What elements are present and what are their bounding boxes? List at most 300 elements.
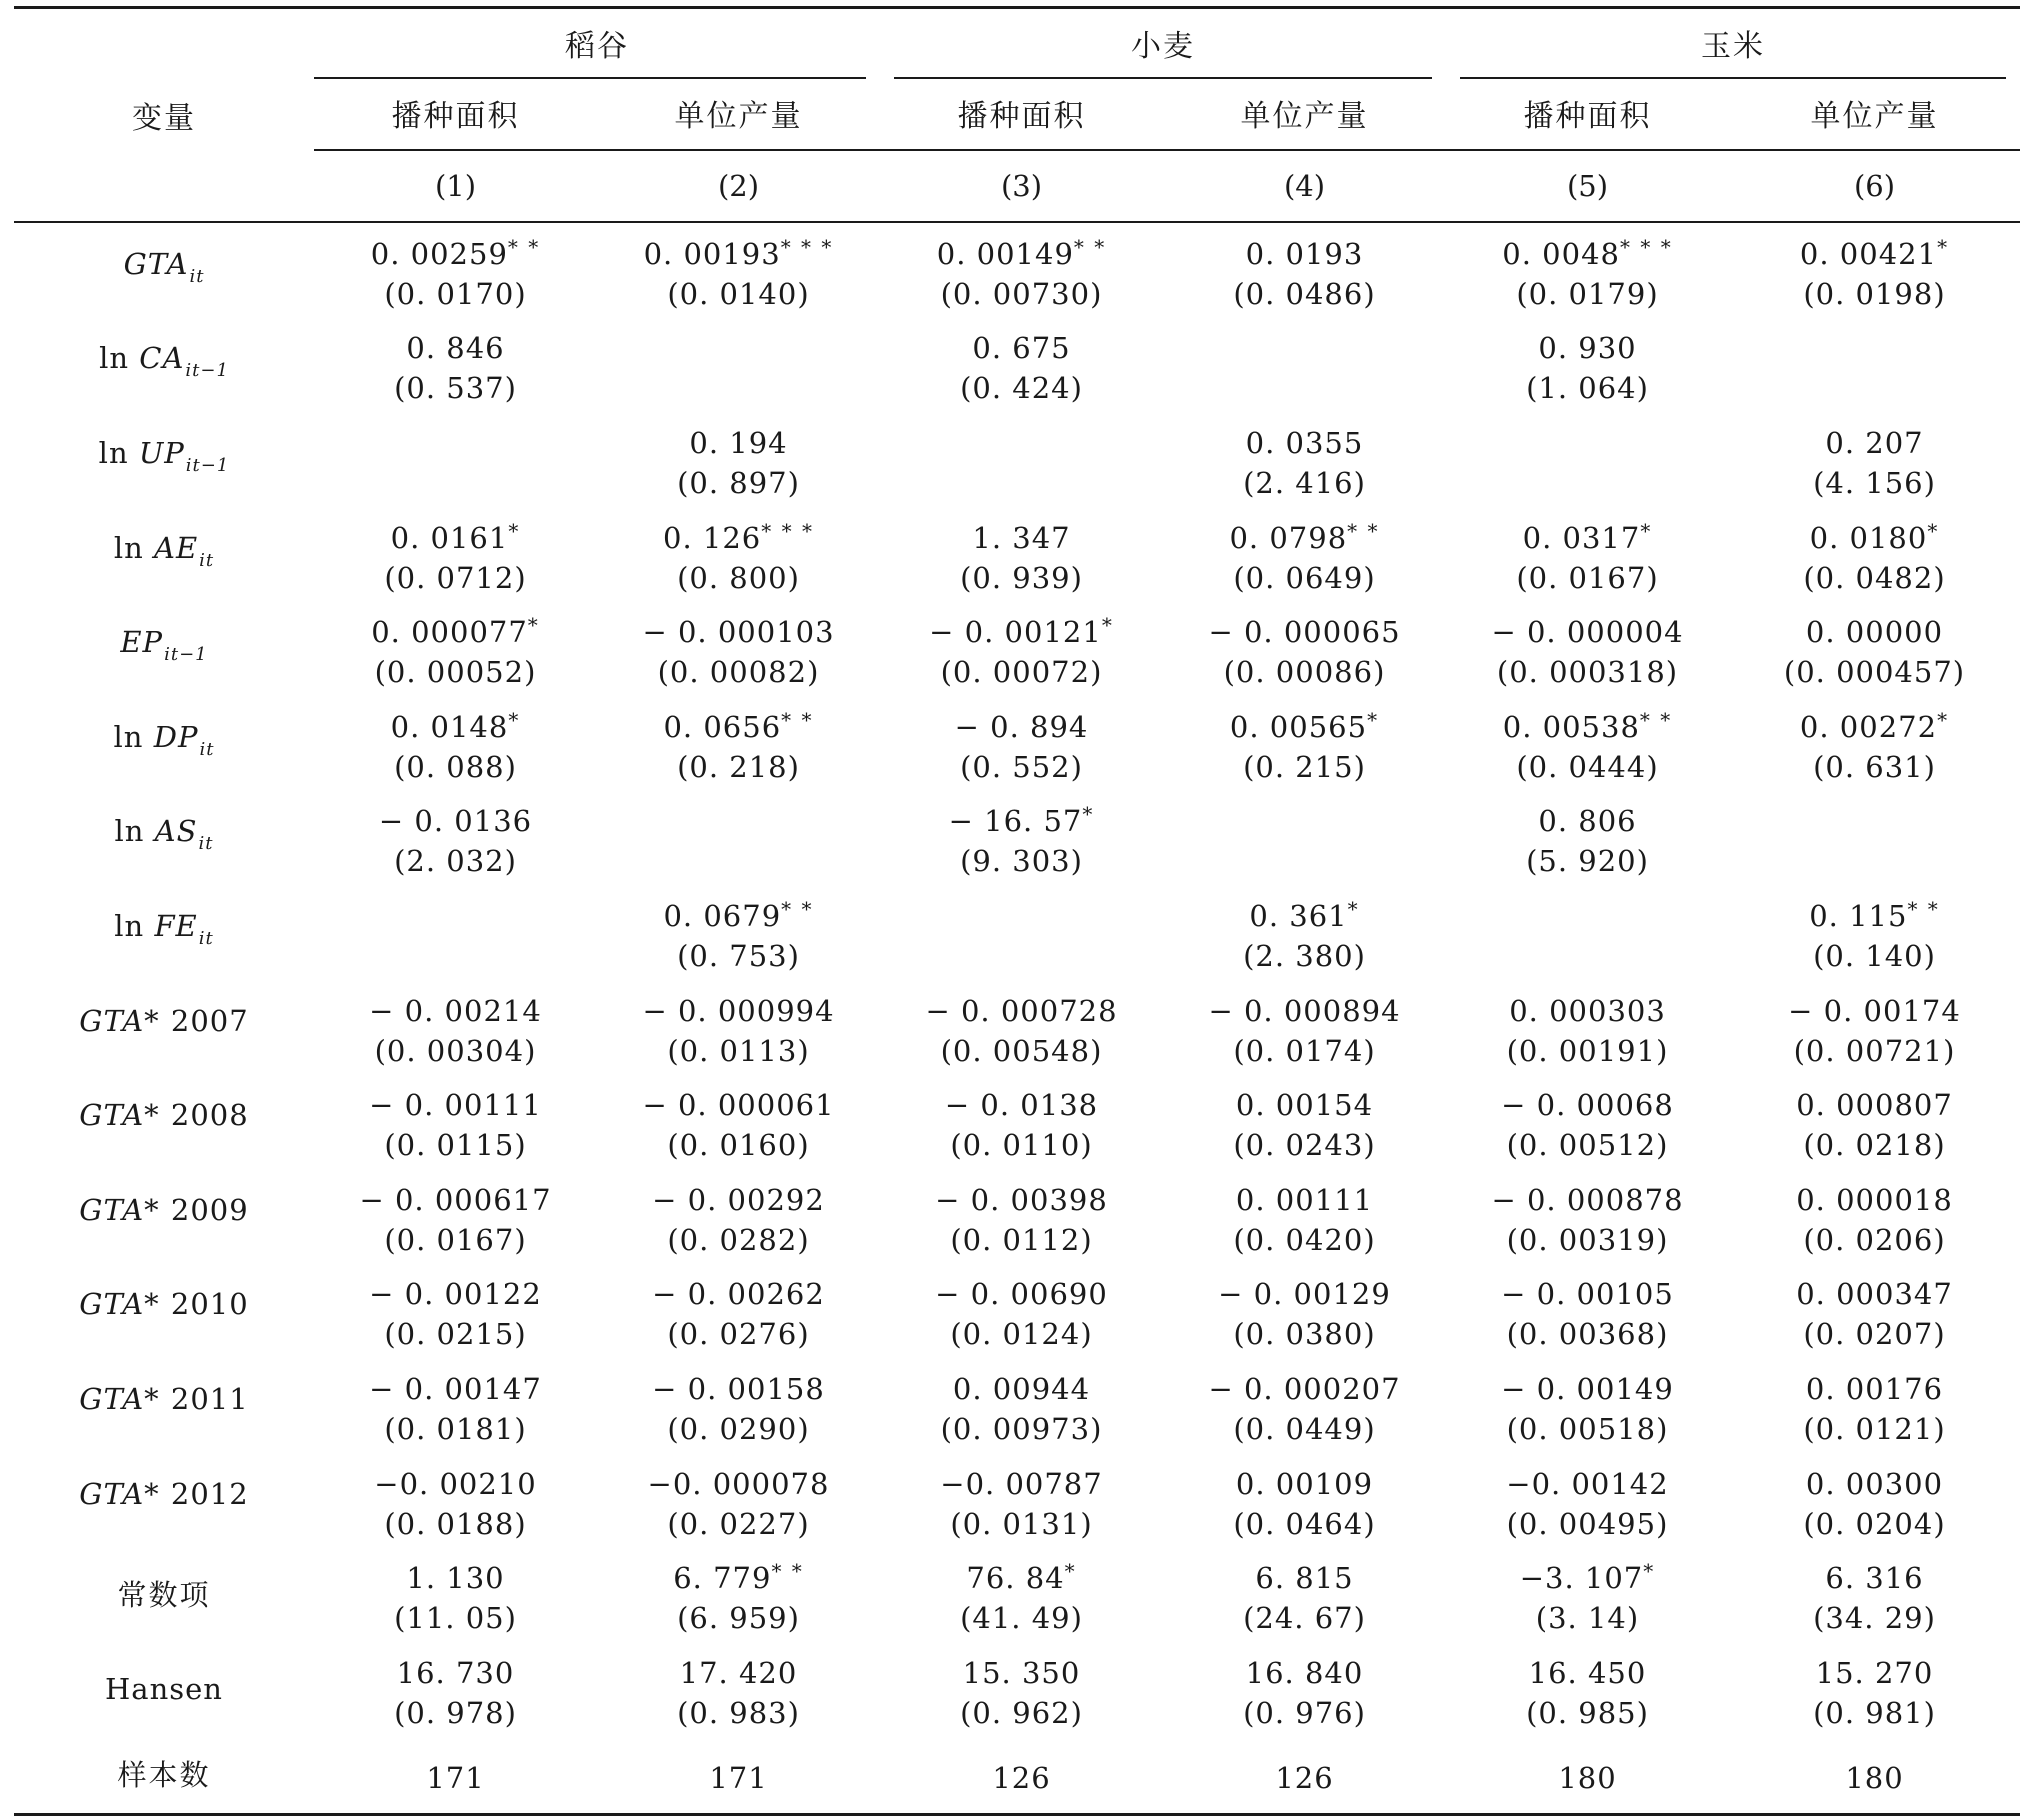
table-cell: [314, 1074, 597, 1169]
coefficient: [314, 984, 597, 1031]
table-cell: [314, 1358, 597, 1453]
variable-symbol: GTA: [123, 246, 189, 281]
standard-error: (0. 00086): [1223, 655, 1386, 690]
standard-error: (0. 962): [960, 1695, 1083, 1730]
standard-error: (0. 800): [677, 560, 800, 595]
coefficient-value: 0. 0148: [390, 709, 509, 744]
standard-error: (0. 00319): [1506, 1222, 1669, 1257]
table-row: [14, 1737, 2020, 1815]
coefficient-value: 0. 846: [406, 331, 505, 366]
standard-error: (0. 0121): [1803, 1411, 1946, 1446]
significance-stars: * *: [1347, 518, 1380, 543]
coefficient: [1446, 700, 1729, 747]
coefficient: [1729, 1267, 2020, 1314]
table-cell: [314, 980, 597, 1075]
variable-name: [14, 980, 314, 1075]
variable-name: [14, 412, 314, 507]
standard-error: (0. 939): [960, 560, 1083, 595]
variable-name: [14, 601, 314, 696]
coefficient-value: − 0. 894: [954, 709, 1089, 744]
coefficient: [880, 1646, 1163, 1693]
table-row: [14, 1547, 2020, 1642]
standard-error: (0. 0124): [950, 1317, 1093, 1352]
coefficient: [597, 1751, 880, 1798]
coefficient: [880, 1267, 1163, 1314]
column-number-6: (6): [1729, 150, 2020, 222]
variable-name: [14, 885, 314, 980]
group-header-wheat-label: 小麦: [1131, 29, 1195, 64]
coefficient-value: − 0. 00398: [935, 1182, 1108, 1217]
table-cell: [1163, 1547, 1446, 1642]
table-cell: [1729, 696, 2020, 791]
variable-symbol: GTA*: [79, 1003, 160, 1038]
variable-prefix: ln: [113, 719, 154, 754]
standard-error: (0. 0174): [1233, 1033, 1376, 1068]
standard-error: (0. 0188): [384, 1506, 527, 1541]
table-cell: [880, 1169, 1163, 1264]
table-cell: [314, 601, 597, 696]
standard-error: (24. 67): [1243, 1601, 1366, 1636]
table-cell: [597, 696, 880, 791]
table-row: [14, 1358, 2020, 1453]
variable-suffix: 2012: [160, 1476, 249, 1511]
standard-error: (0. 00082): [657, 655, 820, 690]
coefficient-value: 171: [426, 1761, 485, 1795]
table-cell: [1446, 1169, 1729, 1264]
coefficient: [597, 227, 880, 274]
table-cell: [597, 791, 880, 886]
table-row: [14, 791, 2020, 886]
variable-name: [14, 1737, 314, 1815]
coefficient-value: 0. 000077: [371, 615, 528, 650]
table-body: [14, 222, 2020, 1814]
significance-stars: *: [508, 707, 521, 732]
table-cell: [1729, 318, 2020, 413]
coefficient-value: 16. 840: [1245, 1655, 1364, 1690]
variable-name: [14, 791, 314, 886]
table-cell: [1446, 1264, 1729, 1359]
standard-error: (0. 00368): [1506, 1317, 1669, 1352]
standard-error: (0. 897): [677, 465, 800, 500]
variable-name: [14, 222, 314, 318]
standard-error: (0. 0181): [384, 1411, 527, 1446]
coefficient: [1163, 1646, 1446, 1693]
coefficient-value: 0. 00176: [1805, 1371, 1944, 1406]
group-header-rice: [314, 8, 880, 78]
standard-error: (0. 552): [960, 749, 1083, 784]
significance-stars: * *: [781, 707, 814, 732]
coefficient-value: 15. 350: [962, 1655, 1081, 1690]
significance-stars: * * *: [780, 234, 834, 259]
coefficient: [1729, 1078, 2020, 1125]
coefficient: [314, 794, 597, 841]
table-row: [14, 696, 2020, 791]
variable-subscript: it: [199, 738, 215, 760]
table-cell: [1446, 1737, 1729, 1815]
coefficient-value: 6. 815: [1255, 1561, 1354, 1596]
standard-error: (0. 0206): [1803, 1222, 1946, 1257]
table-cell: [314, 1264, 597, 1359]
coefficient: [597, 1646, 880, 1693]
coefficient-value: − 0. 00158: [652, 1371, 825, 1406]
variable-symbol: GTA*: [79, 1287, 160, 1322]
coefficient: [1729, 511, 2020, 558]
table-cell: [1729, 222, 2020, 318]
coefficient-value: 0. 00565: [1229, 709, 1368, 744]
coefficient-value: 0. 00193: [643, 236, 781, 271]
coefficient: [1729, 1751, 2020, 1798]
coefficient: [1446, 1551, 1729, 1598]
table-cell: [314, 1737, 597, 1815]
coefficient: [597, 605, 880, 652]
table-cell: [1729, 885, 2020, 980]
coefficient-value: 180: [1558, 1761, 1617, 1795]
coefficient-value: −0. 00210: [374, 1466, 537, 1501]
variable-subscript: it: [198, 833, 214, 855]
table-row: [14, 1453, 2020, 1548]
table-row: [14, 1264, 2020, 1359]
coefficient-value: 0. 0180: [1809, 520, 1928, 555]
coefficient-value: 0. 0161: [390, 520, 509, 555]
table-cell: [1446, 601, 1729, 696]
table-cell: [880, 1074, 1163, 1169]
table-cell: [1163, 1642, 1446, 1737]
coefficient: [880, 511, 1163, 558]
coefficient-value: − 0. 000894: [1208, 993, 1401, 1028]
table-row: [14, 1169, 2020, 1264]
coefficient: [1446, 1267, 1729, 1314]
coefficient: [1729, 700, 2020, 747]
coefficient: [314, 511, 597, 558]
coefficient: [1446, 227, 1729, 274]
standard-error: (0. 0113): [667, 1033, 810, 1068]
standard-error: (0. 0112): [950, 1222, 1093, 1257]
significance-stars: *: [527, 613, 540, 638]
coefficient-value: 0. 361: [1249, 898, 1348, 933]
coefficient-value: 1. 347: [972, 520, 1071, 555]
table-cell: [1446, 318, 1729, 413]
standard-error: (0. 0160): [667, 1128, 810, 1163]
group-header-corn: [1446, 8, 2020, 78]
coefficient: [314, 227, 597, 274]
subheader-col-5: 播种面积: [1446, 77, 1729, 150]
variable-name: [14, 1547, 314, 1642]
table-cell: [597, 1358, 880, 1453]
table-cell: [314, 318, 597, 413]
group-header-wheat: [880, 8, 1446, 78]
table-row: [14, 318, 2020, 413]
standard-error: (0. 00973): [940, 1411, 1103, 1446]
variable-prefix: ln: [99, 341, 140, 376]
coefficient-value: 0. 00259: [370, 236, 508, 271]
coefficient: [597, 889, 880, 936]
significance-stars: *: [1101, 613, 1114, 638]
coefficient: [880, 794, 1163, 841]
subheader-col-4: 单位产量: [1163, 77, 1446, 150]
coefficient: [880, 1751, 1163, 1798]
significance-stars: * *: [781, 896, 814, 921]
table-cell: [597, 1453, 880, 1548]
table-row: [14, 885, 2020, 980]
standard-error: (41. 49): [960, 1601, 1083, 1636]
significance-stars: * *: [1073, 234, 1107, 259]
standard-error: (1. 064): [1526, 371, 1649, 406]
variable-name: [14, 1169, 314, 1264]
coefficient: [314, 1362, 597, 1409]
table-cell: [1446, 222, 1729, 318]
coefficient-value: − 0. 00292: [652, 1182, 825, 1217]
coefficient: [1446, 1173, 1729, 1220]
coefficient-value: − 0. 00214: [369, 993, 542, 1028]
table-cell: [1729, 1074, 2020, 1169]
variable-name: [14, 1358, 314, 1453]
table-cell: [880, 791, 1163, 886]
variable-label: 样本数: [117, 1757, 211, 1792]
coefficient-value: − 0. 00690: [935, 1277, 1108, 1312]
variable-prefix: ln: [113, 530, 155, 565]
variable-symbol: GTA*: [79, 1098, 160, 1133]
standard-error: (0. 537): [394, 371, 517, 406]
table-cell: [880, 1642, 1163, 1737]
table-cell: [1729, 1453, 2020, 1548]
standard-error: (0. 0198): [1803, 276, 1946, 311]
standard-error: (3. 14): [1535, 1601, 1640, 1636]
coefficient: [597, 984, 880, 1031]
standard-error: (2. 032): [394, 844, 517, 879]
variable-symbol: AE: [154, 530, 199, 565]
standard-error: (0. 00730): [940, 276, 1103, 311]
table-cell: [880, 318, 1163, 413]
coefficient-value: 0. 930: [1538, 331, 1637, 366]
coefficient-value: 0. 0193: [1245, 236, 1364, 271]
standard-error: (0. 088): [394, 749, 517, 784]
coefficient-value: − 0. 00129: [1218, 1277, 1391, 1312]
coefficient-value: 0. 0317: [1522, 520, 1641, 555]
table-cell: [1163, 601, 1446, 696]
variable-symbol: CA: [139, 341, 185, 376]
standard-error: (0. 00518): [1506, 1411, 1669, 1446]
table-cell: [314, 791, 597, 886]
table-cell: [1446, 1074, 1729, 1169]
coefficient-value: − 0. 000728: [925, 993, 1118, 1028]
table-cell: [1729, 791, 2020, 886]
table-cell: [880, 507, 1163, 602]
table-cell: [597, 412, 880, 507]
standard-error: (0. 0167): [1516, 560, 1659, 595]
standard-error: (0. 0110): [950, 1128, 1093, 1163]
standard-error: (0. 0167): [384, 1222, 527, 1257]
coefficient-value: − 0. 0136: [378, 804, 533, 839]
coefficient-value: 0. 00109: [1235, 1466, 1374, 1501]
coefficient-value: 0. 00154: [1235, 1088, 1374, 1123]
coefficient-value: − 0. 00111: [369, 1088, 542, 1123]
table-cell: [597, 1169, 880, 1264]
standard-error: (0. 00304): [374, 1033, 537, 1068]
table-cell: [597, 318, 880, 413]
standard-error: (0. 0444): [1516, 749, 1659, 784]
coefficient: [880, 984, 1163, 1031]
table-cell: [1163, 791, 1446, 886]
standard-error: (0. 0464): [1233, 1506, 1376, 1541]
coefficient: [597, 416, 880, 463]
table-cell: [1163, 412, 1446, 507]
coefficient: [1163, 511, 1446, 558]
coefficient: [1163, 416, 1446, 463]
coefficient: [1163, 1751, 1446, 1798]
standard-error: (0. 00495): [1506, 1506, 1669, 1541]
coefficient-value: − 16. 57: [948, 804, 1083, 839]
coefficient: [880, 1551, 1163, 1598]
standard-error: (0. 0486): [1233, 276, 1376, 311]
coefficient-value: 1. 130: [406, 1561, 505, 1596]
standard-error: (0. 0276): [667, 1317, 810, 1352]
coefficient-value: − 0. 00122: [369, 1277, 542, 1312]
coefficient: [1446, 605, 1729, 652]
coefficient-value: 0. 00421: [1799, 236, 1938, 271]
table-row: [14, 412, 2020, 507]
subheader-col-6: 单位产量: [1729, 77, 2020, 150]
table-cell: [1729, 1358, 2020, 1453]
standard-error: (0. 0204): [1803, 1506, 1946, 1541]
significance-stars: *: [1347, 896, 1360, 921]
table-cell: [314, 885, 597, 980]
table-cell: [314, 1453, 597, 1548]
column-number-4: (4): [1163, 150, 1446, 222]
table-cell: [597, 1264, 880, 1359]
standard-error: (4. 156): [1813, 465, 1936, 500]
variable-suffix: 2009: [160, 1192, 249, 1227]
table-cell: [314, 1169, 597, 1264]
variable-subscript: it: [199, 549, 215, 571]
coefficient: [880, 1362, 1163, 1409]
coefficient: [880, 1457, 1163, 1504]
coefficient-value: − 0. 000004: [1491, 615, 1684, 650]
coefficient: [314, 1267, 597, 1314]
table-cell: [880, 885, 1163, 980]
variable-prefix: ln: [114, 908, 155, 943]
coefficient-value: 0. 0048: [1502, 236, 1620, 271]
coefficient-value: − 0. 00105: [1501, 1277, 1674, 1312]
variable-header: 变量: [14, 8, 314, 223]
coefficient-value: − 0. 00147: [369, 1371, 542, 1406]
standard-error: (0. 753): [677, 938, 800, 973]
table-cell: [597, 885, 880, 980]
table-cell: [1729, 1547, 2020, 1642]
column-number-3: (3): [880, 150, 1163, 222]
coefficient: [597, 1551, 880, 1598]
coefficient: [1163, 605, 1446, 652]
significance-stars: * *: [507, 234, 541, 259]
significance-stars: *: [1367, 707, 1380, 732]
table-cell: [1163, 1264, 1446, 1359]
table-cell: [880, 1737, 1163, 1815]
standard-error: (0. 0243): [1233, 1128, 1376, 1163]
coefficient: [1163, 700, 1446, 747]
standard-error: (0. 0282): [667, 1222, 810, 1257]
table-cell: [1446, 507, 1729, 602]
table-cell: [314, 412, 597, 507]
coefficient: [1446, 321, 1729, 368]
table-cell: [1446, 885, 1729, 980]
standard-error: (0. 0482): [1803, 560, 1946, 595]
standard-error: (2. 416): [1243, 465, 1366, 500]
coefficient: [597, 1267, 880, 1314]
coefficient: [1729, 1173, 2020, 1220]
standard-error: (0. 00072): [940, 655, 1103, 690]
table-cell: [314, 1547, 597, 1642]
table-cell: [314, 1642, 597, 1737]
standard-error: (0. 0380): [1233, 1317, 1376, 1352]
group-header-rice-label: 稻谷: [565, 29, 629, 64]
table-cell: [597, 1737, 880, 1815]
coefficient-value: −0. 00787: [940, 1466, 1103, 1501]
variable-label: Hansen: [105, 1672, 223, 1707]
coefficient-value: 0. 00000: [1805, 615, 1944, 650]
table-cell: [1163, 1453, 1446, 1548]
coefficient: [314, 1751, 597, 1798]
table-cell: [597, 1642, 880, 1737]
standard-error: (0. 0170): [384, 276, 527, 311]
table-cell: [1446, 1453, 1729, 1548]
variable-suffix: 2007: [160, 1003, 249, 1038]
coefficient-value: 15. 270: [1815, 1655, 1934, 1690]
table-cell: [880, 222, 1163, 318]
significance-stars: * *: [771, 1559, 804, 1584]
variable-subscript: it: [189, 265, 205, 287]
standard-error: (0. 215): [1243, 749, 1366, 784]
table-cell: [314, 507, 597, 602]
subheader-col-3: 播种面积: [880, 77, 1163, 150]
column-number-2: (2): [597, 150, 880, 222]
standard-error: (0. 985): [1526, 1695, 1649, 1730]
table-cell: [1163, 1169, 1446, 1264]
variable-name: [14, 507, 314, 602]
coefficient: [1729, 1646, 2020, 1693]
standard-error: (0. 631): [1813, 749, 1936, 784]
coefficient: [1163, 1457, 1446, 1504]
variable-suffix: 2011: [160, 1381, 249, 1416]
table-row: [14, 601, 2020, 696]
coefficient: [1446, 1078, 1729, 1125]
coefficient-value: 0. 194: [689, 425, 788, 460]
coefficient: [314, 1173, 597, 1220]
coefficient: [597, 1457, 880, 1504]
standard-error: (0. 0218): [1803, 1128, 1946, 1163]
table-cell: [880, 1264, 1163, 1359]
coefficient-value: − 0. 00149: [1501, 1371, 1674, 1406]
coefficient: [880, 321, 1163, 368]
variable-name: [14, 1074, 314, 1169]
table-cell: [1446, 791, 1729, 886]
table-cell: [880, 412, 1163, 507]
standard-error: (0. 218): [677, 749, 800, 784]
coefficient-value: 0. 0679: [663, 898, 782, 933]
coefficient-value: − 0. 000103: [642, 615, 835, 650]
standard-error: (0. 0215): [384, 1317, 527, 1352]
variable-suffix: 2008: [160, 1098, 249, 1133]
variable-symbol: GTA*: [79, 1192, 160, 1227]
coefficient-value: 76. 84: [966, 1561, 1065, 1596]
coefficient-value: 0. 00272: [1799, 709, 1938, 744]
coefficient: [880, 1173, 1163, 1220]
table-row: [14, 980, 2020, 1075]
table-cell: [597, 1074, 880, 1169]
table-cell: [1446, 1358, 1729, 1453]
coefficient-value: −0. 000078: [647, 1466, 830, 1501]
table-cell: [597, 980, 880, 1075]
table-cell: [1163, 696, 1446, 791]
variable-subscript: it−1: [164, 644, 208, 666]
